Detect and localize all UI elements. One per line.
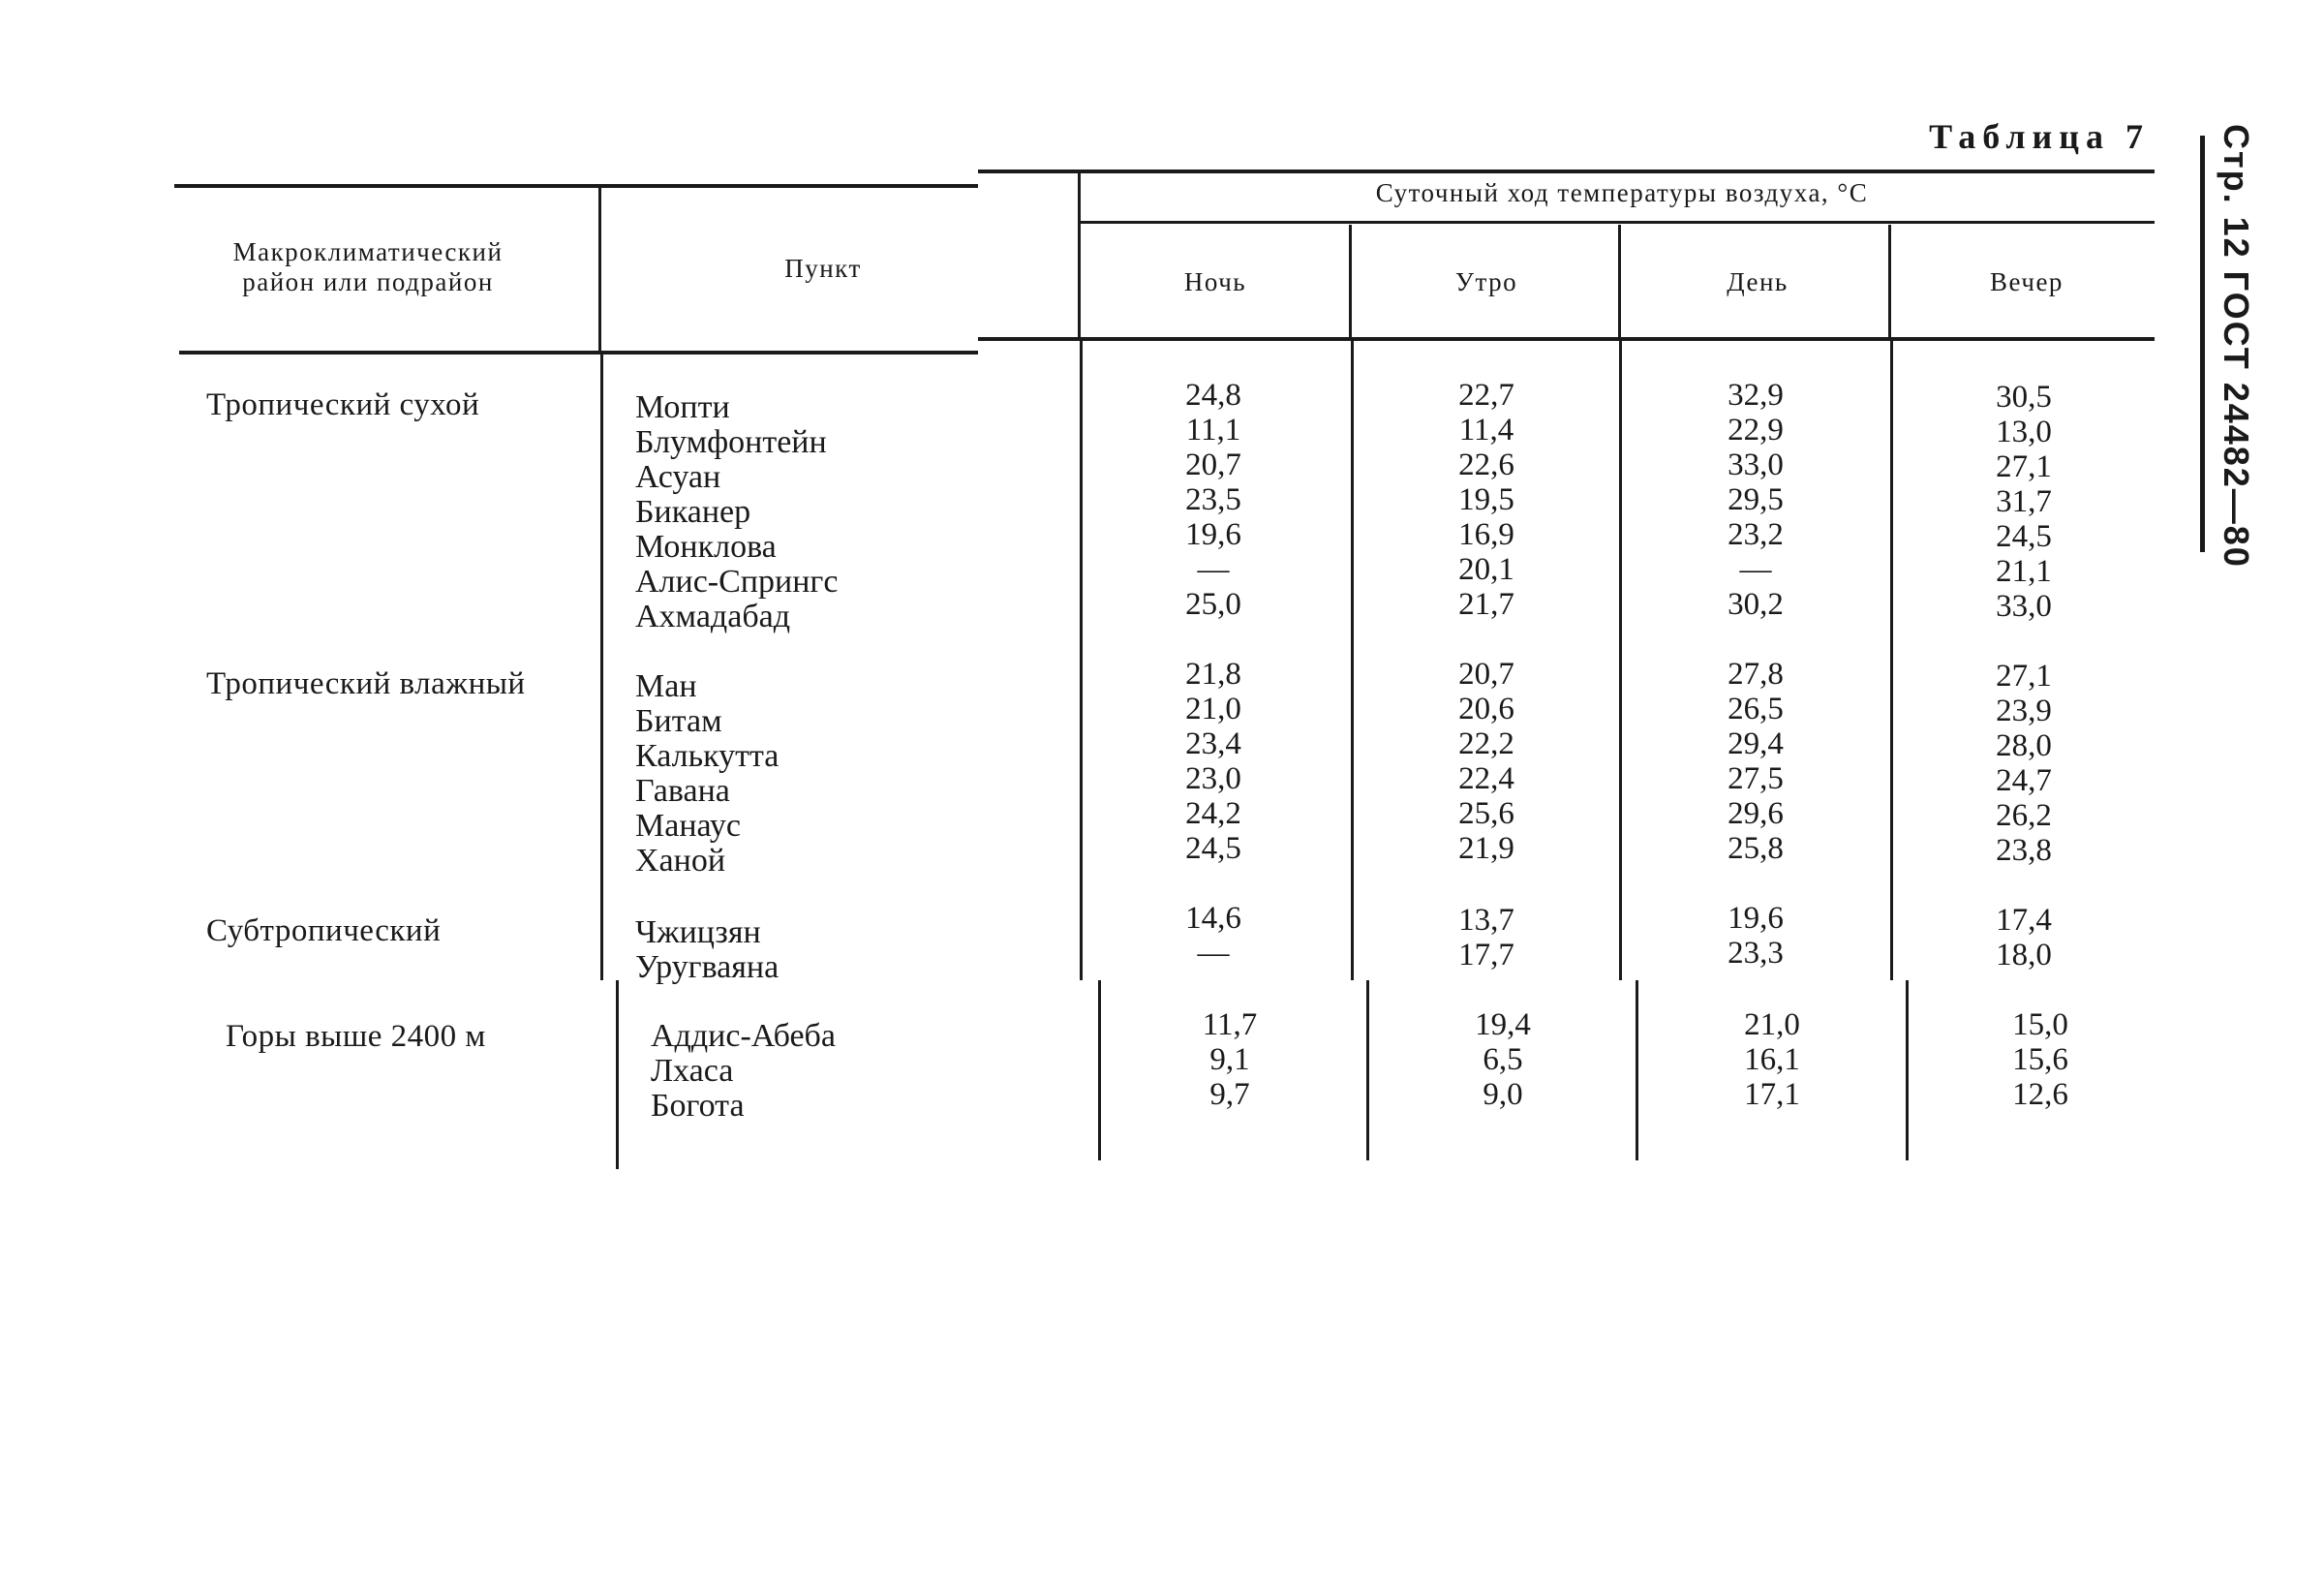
point-name: Асуан (635, 459, 721, 495)
value-evening: 33,0 (1996, 589, 2052, 624)
value-evening: 27,1 (1996, 659, 2052, 694)
value-evening: 18,0 (1996, 938, 2052, 972)
value-day: 26,5 (1728, 692, 1784, 726)
value-morning: 9,0 (1483, 1077, 1523, 1112)
value-night: 9,7 (1209, 1077, 1250, 1112)
value-day: 25,8 (1728, 831, 1784, 866)
value-evening: 30,5 (1996, 380, 2052, 415)
value-evening: 24,7 (1996, 763, 2052, 798)
value-night: 21,8 (1185, 657, 1241, 692)
value-evening: 13,0 (1996, 415, 2052, 449)
value-morning: 25,6 (1458, 796, 1514, 831)
group-header-rule (1080, 221, 2155, 224)
value-night: 14,6 (1185, 901, 1241, 936)
table-label: Таблица 7 (1929, 117, 2150, 156)
value-day: 19,6 (1728, 901, 1784, 936)
value-morning: 20,6 (1458, 692, 1514, 726)
body-divider-night-lower (1366, 980, 1369, 1160)
value-night: 24,8 (1185, 378, 1241, 413)
point-name: Биканер (635, 494, 751, 530)
point-name: Аддис-Абеба (651, 1018, 836, 1054)
region-label: Горы выше 2400 м (226, 1019, 486, 1054)
value-night: — (1197, 936, 1230, 971)
value-day: 29,5 (1728, 482, 1784, 517)
value-night: 24,5 (1185, 831, 1241, 866)
value-day: 30,2 (1728, 587, 1784, 622)
point-name: Монклова (635, 529, 777, 565)
body-divider-day (1890, 341, 1893, 980)
value-night: 21,0 (1185, 692, 1241, 726)
body-divider-night (1351, 341, 1354, 980)
point-name: Мопти (635, 389, 730, 425)
value-night: — (1197, 552, 1230, 587)
value-morning: 6,5 (1483, 1042, 1523, 1077)
header-night: Ночь (1183, 267, 1247, 296)
value-morning: 11,4 (1458, 413, 1514, 448)
value-night: 9,1 (1209, 1042, 1250, 1077)
header-morning: Утро (1454, 267, 1518, 296)
point-name: Ахмадабад (635, 599, 791, 634)
header-point: Пункт (784, 254, 862, 283)
header-divider-night (1349, 225, 1352, 337)
value-day: 23,3 (1728, 936, 1784, 971)
body-divider-region (600, 353, 603, 980)
header-temperature-group: Суточный ход температуры воздуха, °С (1375, 178, 1869, 207)
value-morning: 22,7 (1458, 378, 1514, 413)
side-rule (2200, 136, 2205, 552)
value-day: 27,5 (1728, 761, 1784, 796)
value-morning: 22,6 (1458, 448, 1514, 482)
value-evening: 21,1 (1996, 554, 2052, 589)
value-evening: 31,7 (1996, 484, 2052, 519)
header-bottom-rule-left (179, 351, 978, 355)
value-evening: 23,8 (1996, 833, 2052, 868)
value-night: 23,5 (1185, 482, 1241, 517)
value-day: 29,4 (1728, 726, 1784, 761)
value-morning: 17,7 (1458, 938, 1514, 972)
value-night: 25,0 (1185, 587, 1241, 622)
body-divider-region-lower (616, 980, 619, 1169)
header-divider-point (1078, 172, 1081, 337)
body-divider-morning-lower (1636, 980, 1638, 1160)
value-night: 11,7 (1202, 1007, 1258, 1042)
value-day: 29,6 (1728, 796, 1784, 831)
value-night: 23,4 (1185, 726, 1241, 761)
value-morning: 22,4 (1458, 761, 1514, 796)
point-name: Гавана (635, 773, 730, 809)
region-label: Тропический влажный (206, 666, 526, 701)
header-region: Макроклиматический район или подрайон (232, 237, 504, 297)
point-name: Лхаса (651, 1053, 734, 1089)
point-name: Ман (635, 668, 697, 704)
header-divider-region (598, 186, 601, 351)
header-evening: Вечер (1990, 267, 2064, 296)
value-night: 23,0 (1185, 761, 1241, 796)
value-evening: 27,1 (1996, 449, 2052, 484)
value-evening: 17,4 (1996, 903, 2052, 938)
point-name: Алис-Спрингс (635, 564, 839, 600)
body-divider-point (1080, 341, 1083, 980)
value-night: 19,6 (1185, 517, 1241, 552)
point-name: Богота (651, 1088, 745, 1124)
point-name: Манаус (635, 808, 741, 844)
value-night: 11,1 (1185, 413, 1241, 448)
value-evening: 15,6 (2012, 1042, 2068, 1077)
value-evening: 23,9 (1996, 694, 2052, 728)
header-divider-day (1888, 225, 1891, 337)
top-rule-left (174, 184, 978, 188)
value-morning: 16,9 (1458, 517, 1514, 552)
point-name: Чжицзян (635, 914, 761, 950)
value-evening: 24,5 (1996, 519, 2052, 554)
value-evening: 28,0 (1996, 728, 2052, 763)
value-morning: 13,7 (1458, 903, 1514, 938)
body-divider-day-lower (1906, 980, 1909, 1160)
header-divider-morning (1618, 225, 1621, 337)
region-label: Тропический сухой (206, 387, 480, 422)
value-day: 27,8 (1728, 657, 1784, 692)
value-morning: 21,7 (1458, 587, 1514, 622)
point-name: Блумфонтейн (635, 424, 827, 460)
value-day: 33,0 (1728, 448, 1784, 482)
body-divider-morning (1619, 341, 1622, 980)
value-night: 20,7 (1185, 448, 1241, 482)
value-morning: 20,1 (1458, 552, 1514, 587)
top-rule-right (978, 170, 2155, 173)
point-name: Ханой (635, 843, 726, 879)
value-day: 23,2 (1728, 517, 1784, 552)
value-evening: 26,2 (1996, 798, 2052, 833)
point-name: Калькутта (635, 738, 780, 774)
value-evening: 15,0 (2012, 1007, 2068, 1042)
value-day: 21,0 (1744, 1007, 1800, 1042)
value-morning: 19,4 (1475, 1007, 1531, 1042)
value-morning: 20,7 (1458, 657, 1514, 692)
side-page-header: Стр. 12 ГОСТ 24482—80 (2217, 124, 2256, 569)
value-evening: 12,6 (2012, 1077, 2068, 1112)
point-name: Уругваяна (635, 949, 780, 985)
value-day: — (1739, 552, 1772, 587)
value-morning: 21,9 (1458, 831, 1514, 866)
point-name: Битам (635, 703, 722, 739)
value-day: 17,1 (1744, 1077, 1800, 1112)
body-divider-point-lower (1098, 980, 1101, 1160)
header-day: День (1727, 267, 1789, 296)
value-night: 24,2 (1185, 796, 1241, 831)
value-day: 22,9 (1728, 413, 1784, 448)
value-morning: 19,5 (1458, 482, 1514, 517)
value-day: 16,1 (1744, 1042, 1800, 1077)
header-bottom-rule-right (978, 337, 2155, 341)
region-label: Субтропический (206, 913, 442, 948)
value-day: 32,9 (1728, 378, 1784, 413)
value-morning: 22,2 (1458, 726, 1514, 761)
